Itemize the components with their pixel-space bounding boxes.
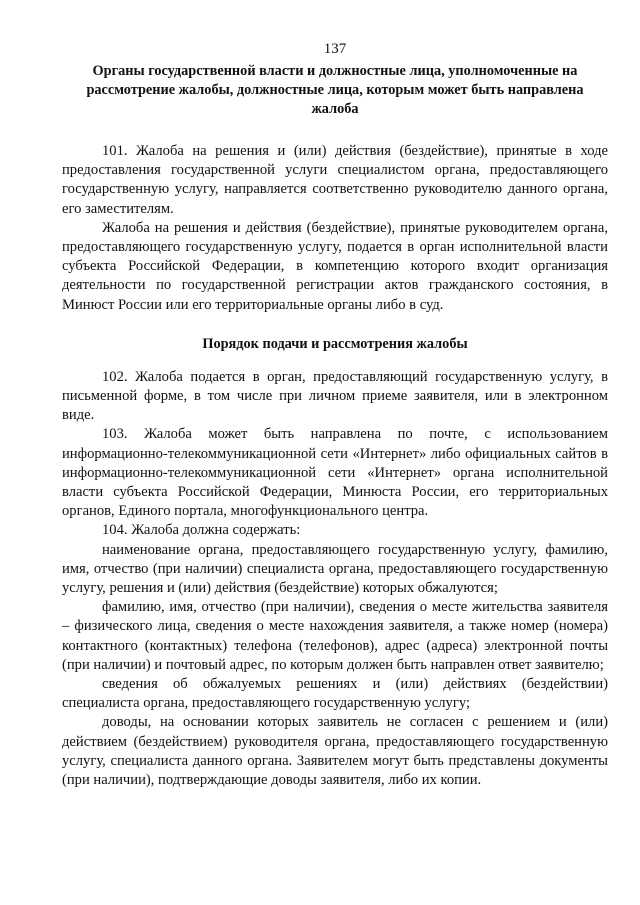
section-body-procedure xyxy=(62,368,608,790)
page-number: 137 xyxy=(323,41,347,57)
list-item-appealed-decisions: сведения об обжалуемых решениях и (или) действиях (бездействии) специалиста органа, предоставляющего государственную услугу; xyxy=(62,676,608,712)
list-item-applicant-info: фамилию, имя, отчество (при наличии), сведения о месте жительства заявителя – физического лица, сведения о месте нахождения заявителя, а также номер (номера) контактного (контактных) телефона (телефонов), адрес (адреса) электронной почты (при наличии) и почтовый адрес, по которым должен быть направлен ответ заявителю; xyxy=(62,599,608,673)
section-heading-procedure: Порядок подачи и рассмотрения жалобы xyxy=(202,335,468,352)
paragraph-104: 104. Жалоба должна содержать: xyxy=(102,522,301,539)
paragraph-complaint-head: Жалоба на решения и действия (бездействие), принятые руководителем органа, предоставляющего государственную услугу, подается в орган исполнительной власти субъекта Российской Федерации, в компетенцию которого входит организация деятельности по государственной регистрации актов гражданского состояния, в Минюст России или его территориальные органы либо в суд. xyxy=(62,219,608,313)
list-item-organ-name: наименование органа, предоставляющего государственную услугу, фамилию, имя, отчество (при наличии) специалиста органа, предоставляющего государственную услугу, решения и (или) действия (бездействие) которых обжалуются; xyxy=(62,541,608,597)
list-item-arguments: доводы, на основании которых заявитель не согласен с решением и (или) действием (бездействием) руководителя органа, предоставляющего государственную услугу, специалиста данного органа. Заявителем могут быть представлены документы (при наличии), подтверждающие доводы заявителя, либо их копии. xyxy=(62,714,608,789)
section-body-authorities xyxy=(62,142,608,315)
section-heading-authorities: Органы государственной власти и должностные лица, уполномоченные на рассмотрение жалобы, должностные лица, которым может быть направлена жалоба xyxy=(86,63,584,117)
paragraph-102: 102. Жалоба подается в орган, предоставляющий государственную услугу, в письменной форме, в том числе при личном приеме заявителя, или в электронном виде. xyxy=(62,368,608,424)
paragraph-103: 103. Жалоба может быть направлена по почте, с использованием информационно-телекоммуникационной сети «Интернет» либо официальных сайтов в информационно-телекоммуникационной сети «Интернет» органа исполнительной власти субъекта Российской Федерации, Минюста России, его территориальных органов, Единого портала, многофункционального центра. xyxy=(62,426,608,520)
paragraph-101: 101. Жалоба на решения и (или) действия (бездействие), принятые в ходе предоставления государственной услуги специалистом органа, предоставляющего государственную услугу, направляется соответственно руководителю данного органа, его заместителям. xyxy=(62,143,608,217)
